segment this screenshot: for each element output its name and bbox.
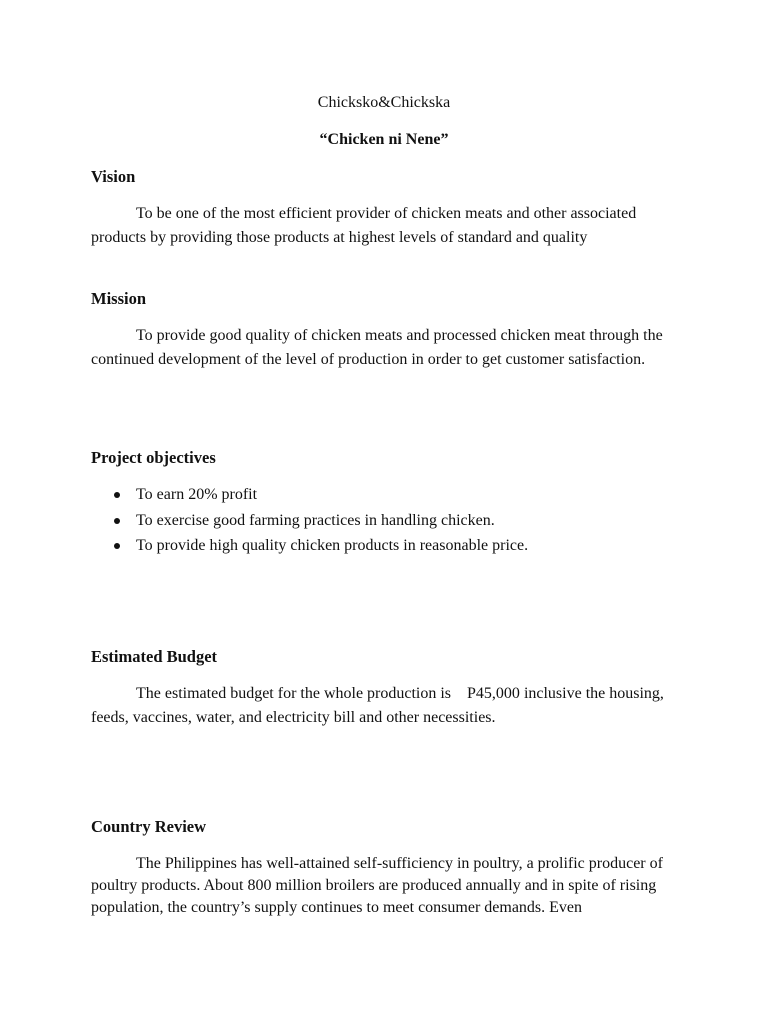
objective-text: To exercise good farming practices in handling chicken. <box>136 511 495 529</box>
budget-text-before: The estimated budget for the whole production is <box>136 685 452 702</box>
bullet-icon <box>114 543 120 549</box>
objective-item <box>91 482 528 508</box>
country-review-text: The Philippines has well-attained self-sufficiency in poultry, a prolific producer of poultry products. About 800 million broilers are produced annually and in spite of rising population, the country’s supply continues to meet consumer demands. Even <box>91 855 663 916</box>
company-name: Chicksko&Chickska <box>317 94 451 111</box>
company-tagline: “Chicken ni Nene” <box>319 131 449 148</box>
objectives-list <box>91 482 528 559</box>
mission-heading: Mission <box>91 289 147 308</box>
vision-heading: Vision <box>91 167 136 186</box>
objective-text: To earn 20% profit <box>136 486 258 503</box>
bullet-icon <box>114 492 120 498</box>
mission-text: To provide good quality of chicken meats and processed chicken meat through the continued development of the level of production in order to get customer satisfaction. <box>91 327 663 368</box>
budget-text-after: inclusive the housing, feeds, vaccines, water, and electricity bill and other necessities. <box>91 685 664 726</box>
country-review-heading: Country Review <box>91 817 207 836</box>
objectives-heading: Project objectives <box>91 448 216 467</box>
bullet-icon <box>114 518 120 524</box>
objective-item <box>91 533 528 559</box>
budget-heading: Estimated Budget <box>91 647 218 666</box>
vision-text: To be one of the most efficient provider of chicken meats and other associated products by providing those products at highest levels of standard and quality <box>91 205 637 246</box>
budget-amount: P45,000 <box>467 685 520 702</box>
objective-text: To provide high quality chicken products in reasonable price. <box>136 537 529 554</box>
objective-item <box>91 508 528 534</box>
budget-text <box>91 682 691 730</box>
